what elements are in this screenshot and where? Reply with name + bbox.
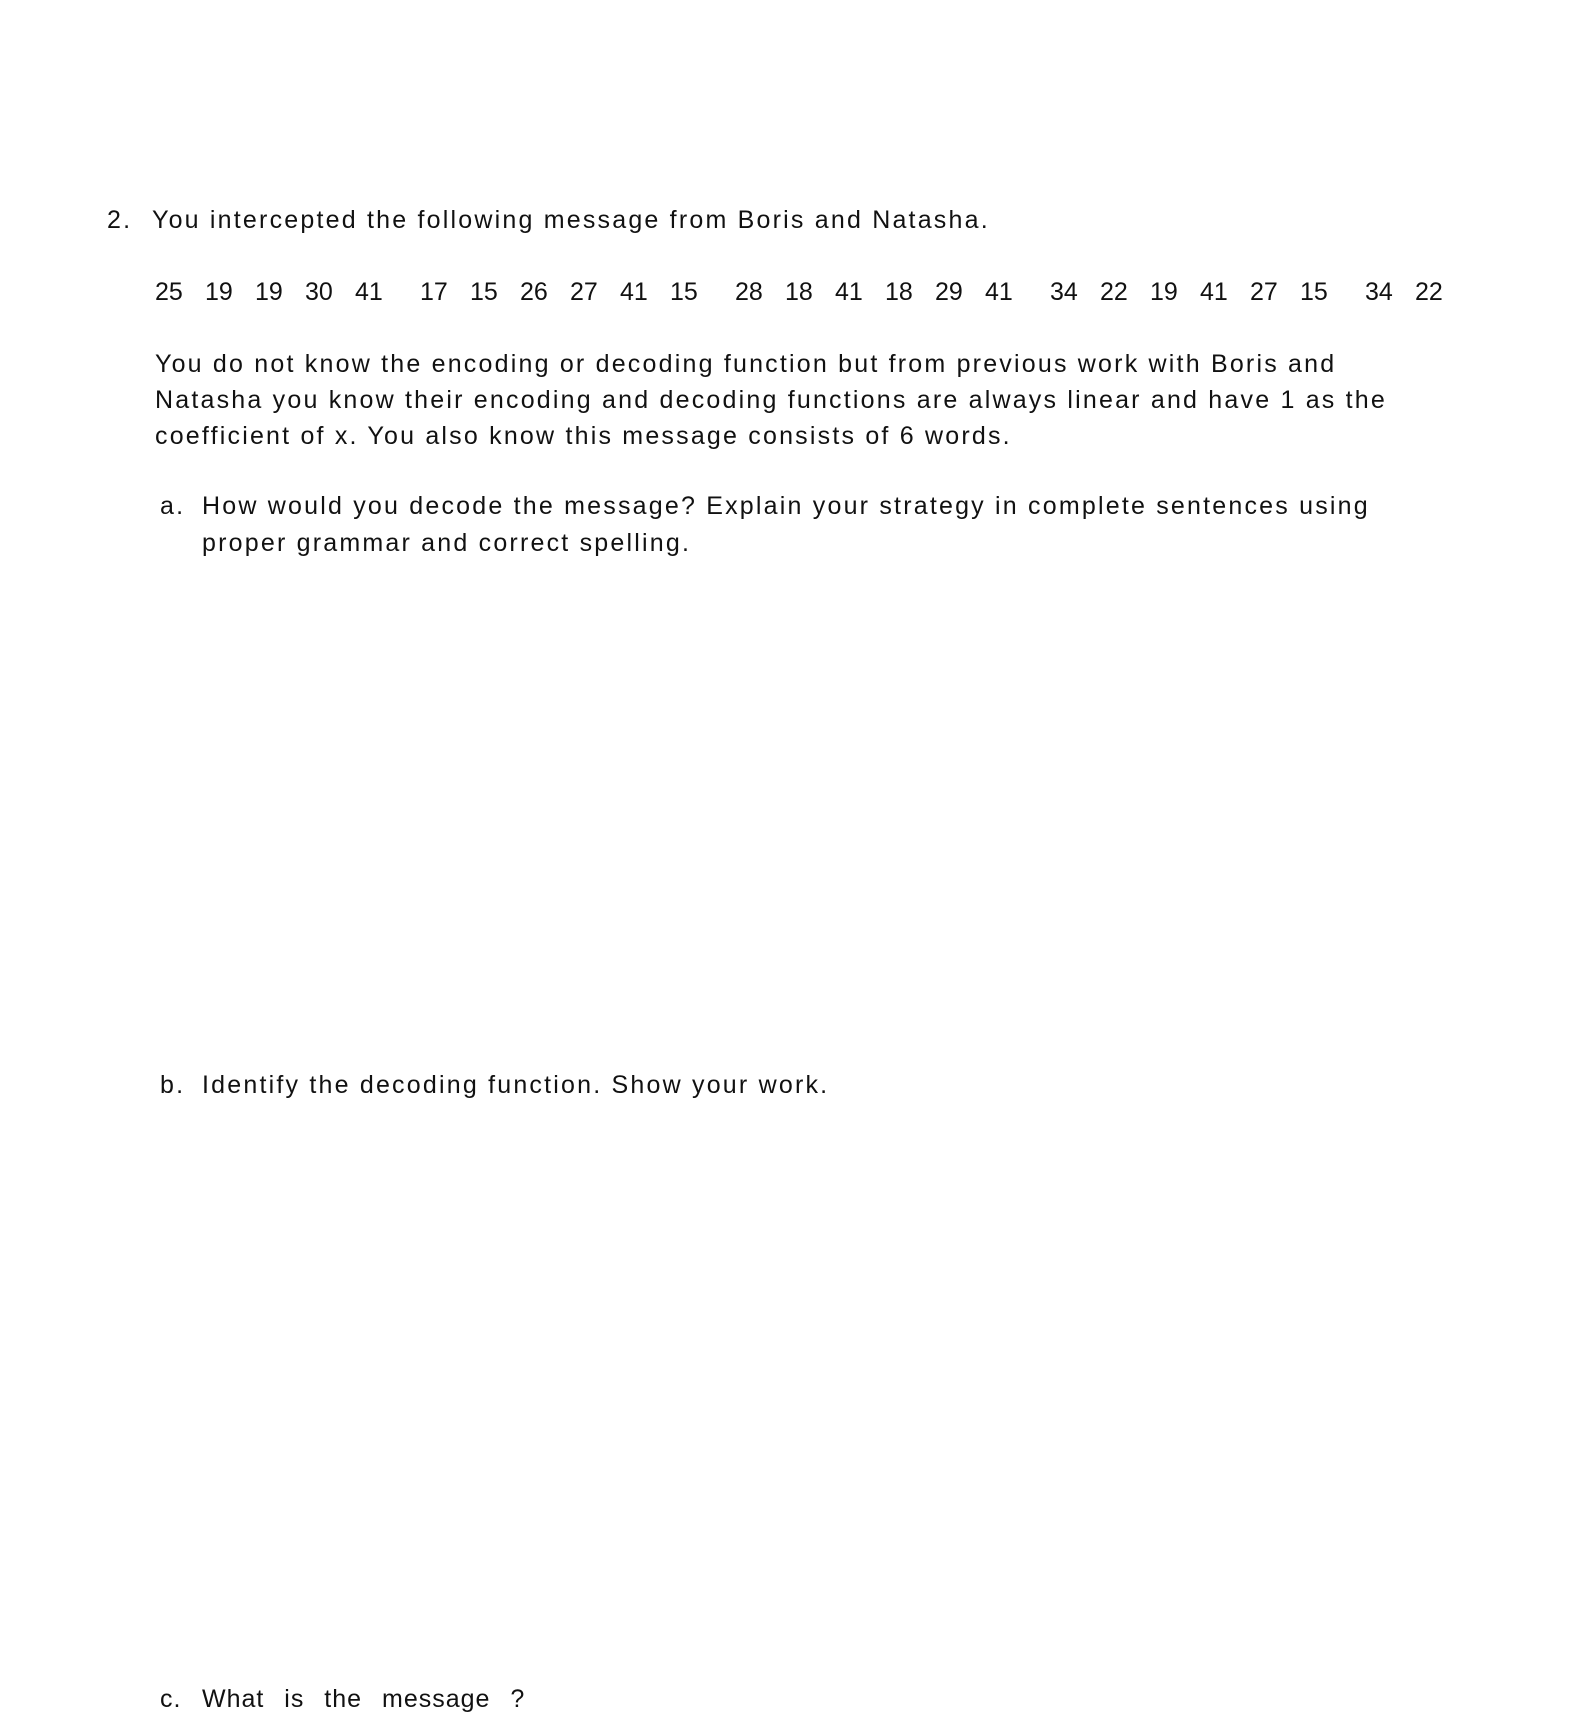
cipher-number: 17 (420, 278, 448, 306)
cipher-number: 18 (885, 278, 913, 306)
part-b-line: Identify the decoding function. Show your work. (202, 1071, 830, 1099)
cipher-number: 34 (1365, 278, 1393, 306)
question-header (107, 204, 990, 236)
cipher-number: 18 (785, 278, 813, 306)
cipher-number: 22 (1100, 278, 1128, 306)
cipher-word (420, 276, 720, 308)
cipher-message (155, 276, 1465, 308)
cipher-number: 15 (1300, 278, 1328, 306)
part-c-line: What is the message ? (202, 1685, 526, 1713)
intro-line: You do not know the encoding or decoding function but from previous work with Boris and (155, 350, 1337, 378)
cipher-word (1365, 276, 1465, 308)
cipher-word (155, 276, 405, 308)
part-c-letter: c. (160, 1685, 182, 1713)
intro-line: Natasha you know their encoding and decoding functions are always linear and have 1 as the (155, 386, 1388, 414)
cipher-number: 19 (1150, 278, 1178, 306)
cipher-number: 15 (670, 278, 698, 306)
question-number: 2. (107, 206, 133, 234)
part-a-line: proper grammar and correct spelling. (202, 529, 692, 557)
cipher-number: 22 (1415, 278, 1443, 306)
cipher-number: 19 (205, 278, 233, 306)
cipher-number: 27 (1250, 278, 1278, 306)
cipher-word (1050, 276, 1350, 308)
cipher-number: 27 (570, 278, 598, 306)
cipher-number: 41 (1200, 278, 1228, 306)
intro-line: coefficient of x. You also know this message consists of 6 words. (155, 422, 1012, 450)
part-b-letter: b. (160, 1071, 186, 1099)
cipher-number: 34 (1050, 278, 1078, 306)
cipher-number: 15 (470, 278, 498, 306)
cipher-number: 28 (735, 278, 763, 306)
cipher-number: 41 (985, 278, 1013, 306)
cipher-number: 19 (255, 278, 283, 306)
cipher-number: 29 (935, 278, 963, 306)
part-a-letter: a. (160, 492, 186, 520)
cipher-number: 25 (155, 278, 183, 306)
intro-paragraph (155, 346, 1455, 454)
cipher-number: 41 (620, 278, 648, 306)
cipher-word (735, 276, 1035, 308)
part-c-text (202, 1681, 525, 1718)
cipher-number: 41 (835, 278, 863, 306)
part-a-line: How would you decode the message? Explain your strategy in complete sentences using (202, 492, 1370, 520)
cipher-number: 30 (305, 278, 333, 306)
cipher-number: 26 (520, 278, 548, 306)
cipher-number: 41 (355, 278, 383, 306)
question-prompt: You intercepted the following message from Boris and Natasha. (152, 206, 990, 234)
part-a-text (202, 488, 1370, 562)
part-b-text (202, 1067, 829, 1104)
